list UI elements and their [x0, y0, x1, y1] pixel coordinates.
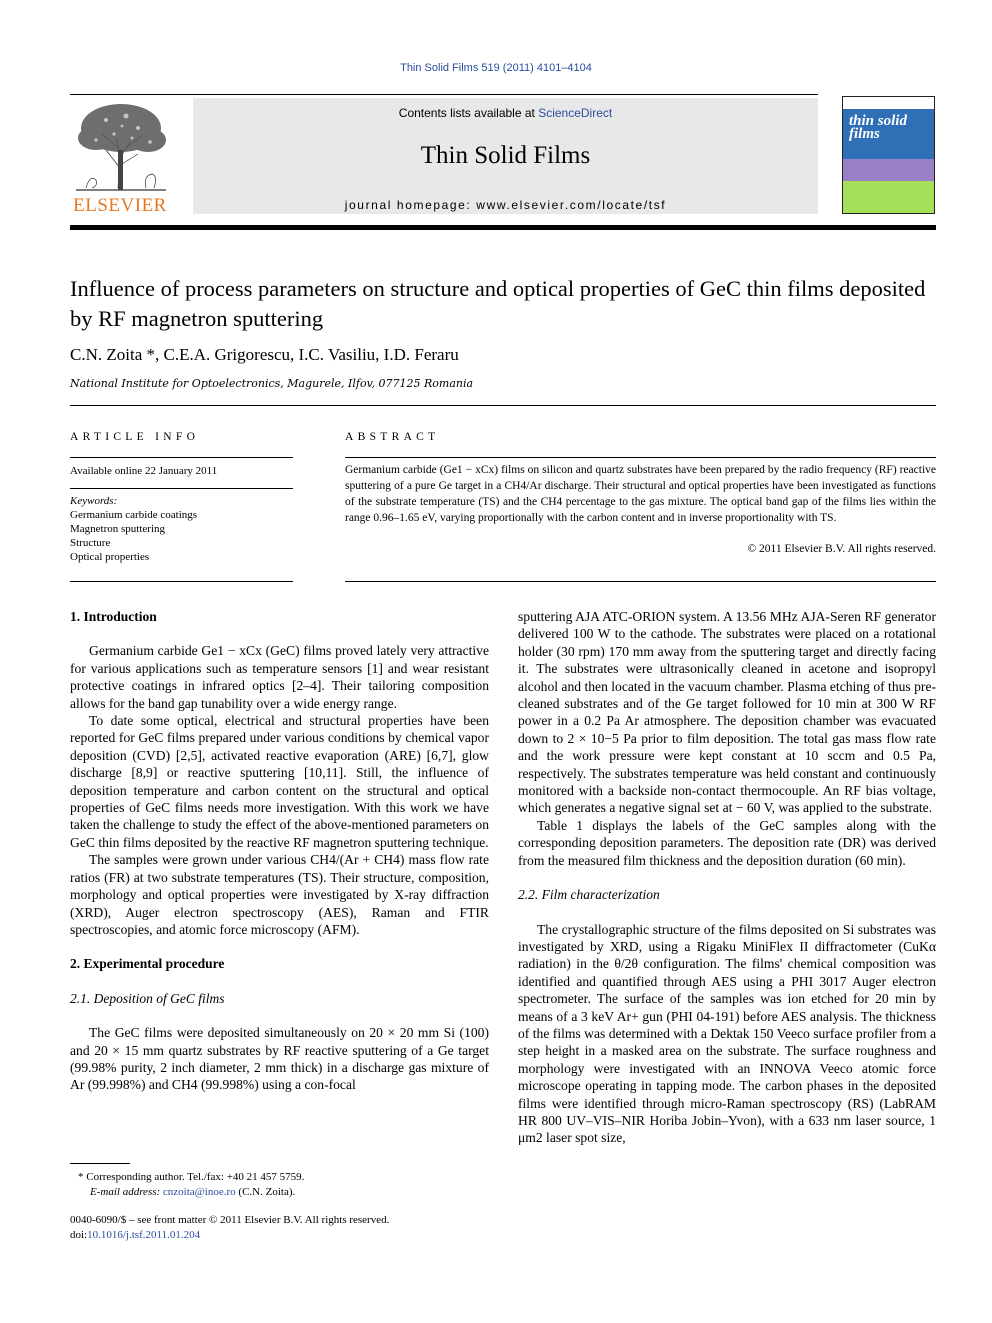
- deposition-paragraph-cont: sputtering AJA ATC-ORION system. A 13.56 MHz AJA-Seren RF generator delivered 100 W to the cathode. The substrates were placed on a rotational holder (30 rpm) 170 mm away from the sputtering target and directly facing it. The substrates were ultrasonically cleaned in acetone and isopropyl alcohol and then located in the vacuum chamber. Plasma etching of thus pre-cleaned substrates and of the Ge target followed for 10 min at 300 W RF power in a 0.2 Pa Ar atmosphere. The deposition chamber was evacuated down to 2 × 10−5 Pa prior to film deposition. The total gas mass flow rate and the work pressure were kept constant at 10 sccm and 0.5 Pa, respectively. The substrates temperature was held constant and continuously monitored with a backside non-contact thermocouple. An RF bias voltage, which generates a negative signal set at − 60 V, was applied to the substrate.: [518, 609, 936, 816]
- copyright: © 2011 Elsevier B.V. All rights reserved.: [747, 543, 936, 555]
- footnote-rule: [70, 1163, 130, 1164]
- contents-prefix: Contents lists available at: [398, 106, 539, 120]
- characterization-paragraph: The crystallographic structure of the films deposited on Si substrates was investigated by XRD, using a Rigaku MiniFlex II diffractometer (CuKα radiation) in the θ/2θ configuration. The films' chemical composition was identified and quantified through AES using a PHI 3017 Auger electron spectrometer. The surface of the samples was ion etched for 20 min by means of a 3 keV Ar+ gun (PHI 04-191) before AES analysis. The thickness of the films was determined with a Dektak 150 Veeco surface profiler from a step height in a masked area on the substrate. The surface roughness and morphology were investigated with an INNOVA Veeco atomic force microscope operating in tapping mode. The carbon phases in the deposited films were identified through micro-Raman spectroscopy (RS) (LabRAM HR 800 UV–VIS–NIR Horiba Jobin–Yvon), with a 633 nm laser source, 1 μm2 laser spot size,: [518, 921, 936, 1146]
- issn-line: 0040-6090/$ – see front matter © 2011 Elsevier B.V. All rights reserved.: [70, 1214, 390, 1226]
- corresponding-author: * Corresponding author. Tel./fax: +40 21 457 5759.: [78, 1171, 305, 1183]
- elsevier-tree-icon: [66, 98, 176, 194]
- cover-title: thin solid films: [849, 113, 907, 142]
- keyword-item: Structure: [70, 537, 111, 549]
- info-rule-3: [70, 581, 293, 582]
- info-rule-1: [70, 457, 293, 458]
- deposition-heading: 2.1. Deposition of GeC films: [70, 990, 225, 1006]
- email-suffix: (C.N. Zoita).: [235, 1186, 296, 1198]
- keyword-item: Germanium carbide coatings: [70, 509, 198, 521]
- keyword-item: Optical properties: [70, 551, 150, 563]
- footnotes: [78, 1170, 488, 1200]
- experimental-heading: 2. Experimental procedure: [70, 956, 225, 972]
- journal-citation[interactable]: Thin Solid Films 519 (2011) 4101–4104: [400, 62, 592, 74]
- email-line: [78, 1185, 488, 1200]
- doi-label: doi:: [70, 1229, 88, 1241]
- left-column: [70, 608, 489, 1094]
- elsevier-wordmark: ELSEVIER: [73, 195, 167, 216]
- journal-cover: [842, 96, 935, 214]
- author-list: C.N. Zoita *, C.E.A. Grigorescu, I.C. Vasiliu, I.D. Feraru: [70, 345, 459, 364]
- abstract-rule-2: [345, 581, 936, 582]
- available-online: Available online 22 January 2011: [70, 465, 218, 477]
- sciencedirect-link[interactable]: ScienceDirect: [538, 106, 613, 120]
- right-column: [518, 608, 936, 1147]
- characterization-heading: 2.2. Film characterization: [518, 887, 660, 903]
- intro-paragraph: The samples were grown under various CH4/(Ar + CH4) mass flow rate ratios (FR) at two substrate temperatures (TS). Their structure, composition, morphology and optical properties were investigated by X-ray diffraction (XRD), Auger electron spectroscopy (AES), Raman and FTIR spectroscopies, and atomic force microscopy (AFM).: [70, 852, 489, 937]
- deposition-paragraph: The GeC films were deposited simultaneously on 20 × 20 mm Si (100) and 20 × 15 mm quartz substrates by RF reactive sputtering of a Ge target (99.98% purity, 2 inch diameter, 2 mm thick) in a discharge gas mixture of Ar (99.998%) and CH4 (99.998%) using a con-focal: [70, 1025, 489, 1093]
- table-ref-paragraph: Table 1 displays the labels of the GeC samples along with the corresponding deposition parameters. The deposition rate (DR) was derived from the measured film thickness and the deposition duration (60 min).: [518, 817, 936, 868]
- contents-line: [193, 106, 818, 120]
- header-rule-thick: [70, 225, 936, 230]
- keyword-item: Magnetron sputtering: [70, 523, 166, 535]
- keywords-block: [70, 494, 293, 564]
- intro-heading: 1. Introduction: [70, 609, 157, 624]
- keywords-label: Keywords:: [70, 495, 118, 507]
- email-link[interactable]: cnzoita@inoe.ro: [162, 1186, 236, 1198]
- article-info-heading: ARTICLE INFO: [70, 431, 200, 443]
- info-rule-2: [70, 488, 293, 489]
- intro-paragraph: To date some optical, electrical and structural properties have been reported for GeC films prepared under various conditions by chemical vapor deposition (CVD) [2,5], activated reactive evaporation (ARE) [6,7], glow discharge [8,9] or reactive sputtering [10,11]. Still, the influence of deposition temperature and carbon content on the structural and optical properties of GeC films needs more investigation. With this work we have taken the challenge to study the effect of the above-mentioned parameters on GeC thin films deposited by the reactive RF magnetron sputtering technique.: [70, 713, 489, 850]
- journal-title: Thin Solid Films: [420, 142, 591, 169]
- abstract-rule-1: [345, 457, 936, 458]
- doi-line: [70, 1228, 200, 1243]
- affiliation: National Institute for Optoelectronics, Magurele, Ilfov, 077125 Romania: [70, 377, 474, 390]
- journal-homepage[interactable]: journal homepage: www.elsevier.com/locate/tsf: [344, 198, 667, 212]
- email-label: E-mail address:: [90, 1186, 163, 1198]
- doi-link[interactable]: 10.1016/j.tsf.2011.01.204: [87, 1229, 201, 1241]
- intro-paragraph: Germanium carbide Ge1 − xCx (GeC) films proved lately very attractive for various applications such as temperature sensors [1] and wear resistant protective coatings in infrared optics [2–4]. Their tailoring composition allows for the band gap tunability over a wide energy range.: [70, 643, 489, 711]
- header-rule-top: [70, 94, 818, 95]
- abstract-heading: ABSTRACT: [345, 431, 440, 443]
- article-title: Influence of process parameters on structure and optical properties of GeC thin films deposited by RF magnetron sputtering: [70, 276, 926, 331]
- abstract-text: Germanium carbide (Ge1 − xCx) films on silicon and quartz substrates have been prepared by the radio frequency (RF) reactive sputtering of a pure Ge target in a CH4/Ar discharge. Their structural and optical properties have been investigated as functions of the substrate temperature (TS) and the CH4 percentage to the gas mixture. The optical band gap of the films lies within the range 0.96–1.65 eV, varying proportionally with the carbon content and in inverse proportionality with TS.: [345, 464, 936, 524]
- divider-after-affil: [70, 405, 936, 406]
